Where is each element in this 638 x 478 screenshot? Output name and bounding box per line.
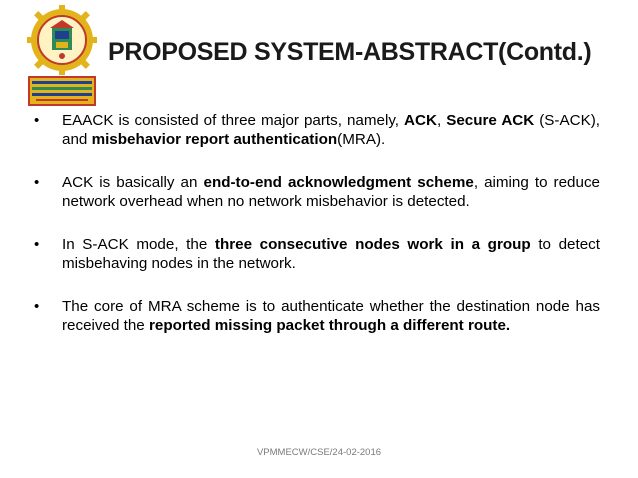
bullet-item — [34, 174, 600, 211]
bullet-dot-icon: • — [34, 112, 40, 129]
text-run: to detect misbehaving nodes in the network. — [62, 236, 600, 272]
bold-text-run: misbehavior report authentication — [91, 130, 338, 148]
text-run: , aiming to reduce network overhead when no network misbehavior is detected. — [62, 174, 600, 210]
text-run: The core of MRA scheme is to authenticate whether the destination node has received the — [62, 298, 600, 334]
bullet-item — [34, 112, 600, 149]
slide-footer: VPMMECW/CSE/24-02-2016 — [256, 447, 382, 458]
bullet-list — [34, 112, 600, 360]
text-run: EAACK is consisted of three major parts, namely, — [62, 112, 405, 129]
bullet-item — [34, 236, 600, 273]
bullet-dot-icon: • — [34, 174, 40, 191]
text-run: ACK is basically an — [62, 174, 204, 191]
bold-text-run: end-to-end acknowledgment scheme — [203, 174, 474, 191]
bold-text-run: ACK — [404, 112, 437, 129]
bullet-dot-icon: • — [34, 298, 40, 315]
bold-text-run: reported missing packet through a different route. — [148, 316, 511, 334]
slide-title: PROPOSED SYSTEM-ABSTRACT(Contd.) — [108, 38, 592, 66]
text-run: In S-ACK mode, the — [62, 236, 215, 253]
bullet-item — [34, 298, 600, 335]
bold-text-run: three consecutive nodes work in a group — [214, 236, 531, 253]
text-run: , — [436, 112, 447, 129]
bullet-dot-icon: • — [34, 236, 40, 253]
text-run: (MRA). — [337, 130, 386, 148]
bold-text-run: Secure ACK — [446, 112, 535, 129]
college-emblem-icon — [26, 4, 98, 110]
text-run: (S-ACK), and — [62, 112, 600, 148]
